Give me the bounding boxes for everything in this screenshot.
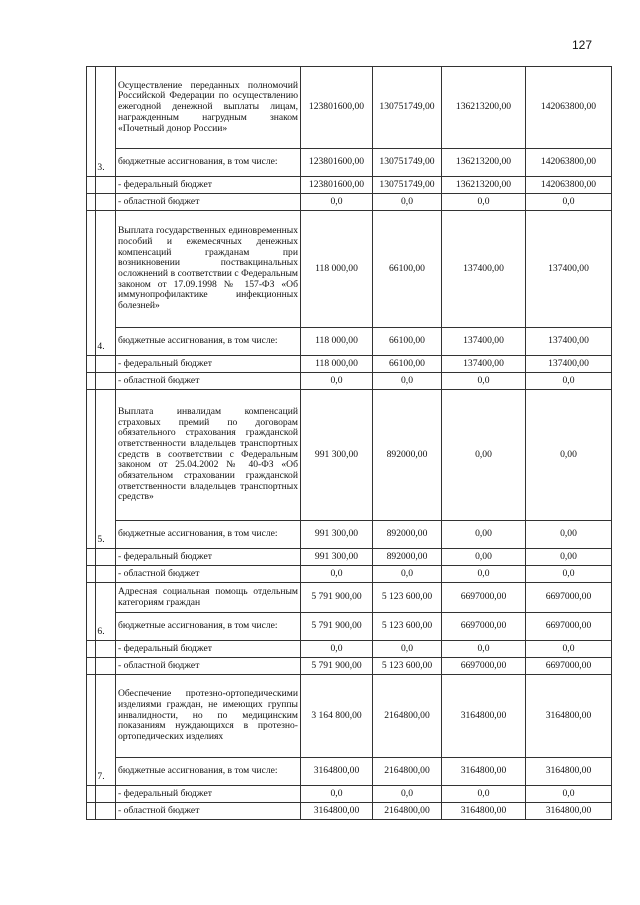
- value-cell: 0,00: [442, 521, 526, 549]
- value-cell: 137400,00: [526, 356, 612, 373]
- value-cell: 130751749,00: [373, 67, 442, 149]
- value-cell: 0,0: [301, 786, 373, 803]
- page-number: 127: [572, 38, 593, 52]
- value-cell: 0,0: [373, 786, 442, 803]
- row-description: - федеральный бюджет: [116, 177, 301, 194]
- table-row: [87, 803, 612, 820]
- item-number-empty: [87, 373, 116, 390]
- value-cell: 130751749,00: [373, 149, 442, 177]
- item-number-empty: [87, 177, 116, 194]
- row-description: бюджетные ассигнования, в том числе:: [116, 149, 301, 177]
- value-cell: 0,0: [301, 641, 373, 658]
- table-row: [87, 613, 612, 641]
- value-cell: 3164800,00: [442, 675, 526, 758]
- table-row: [87, 194, 612, 211]
- row-description: - федеральный бюджет: [116, 356, 301, 373]
- value-cell: 123801600,00: [301, 67, 373, 149]
- value-cell: 130751749,00: [373, 177, 442, 194]
- item-number-empty: [87, 194, 116, 211]
- value-cell: 0,00: [442, 549, 526, 566]
- table-row: [87, 675, 612, 758]
- row-description: бюджетные ассигнования, в том числе:: [116, 613, 301, 641]
- value-cell: 3 164 800,00: [301, 675, 373, 758]
- value-cell: 6697000,00: [526, 613, 612, 641]
- value-cell: 6697000,00: [526, 658, 612, 675]
- item-number-empty: [87, 356, 116, 373]
- table-row: [87, 641, 612, 658]
- value-cell: 66100,00: [373, 356, 442, 373]
- value-cell: 0,0: [373, 641, 442, 658]
- row-description: - областной бюджет: [116, 373, 301, 390]
- value-cell: 3164800,00: [526, 803, 612, 820]
- value-cell: 142063800,00: [526, 67, 612, 149]
- value-cell: 6697000,00: [442, 583, 526, 613]
- value-cell: 0,0: [442, 641, 526, 658]
- value-cell: 0,0: [442, 566, 526, 583]
- value-cell: 2164800,00: [373, 675, 442, 758]
- value-cell: 5 791 900,00: [301, 658, 373, 675]
- row-description: - федеральный бюджет: [116, 549, 301, 566]
- value-cell: 6697000,00: [442, 613, 526, 641]
- table-row: [87, 549, 612, 566]
- value-cell: 136213200,00: [442, 177, 526, 194]
- value-cell: 2164800,00: [373, 758, 442, 786]
- value-cell: 137400,00: [526, 211, 612, 328]
- table-row: [87, 390, 612, 521]
- table-row: [87, 177, 612, 194]
- value-cell: 66100,00: [373, 328, 442, 356]
- row-description: Выплата инвалидам компенсаций страховых премий по договорам обязательного страхования гражданской ответственности владельцев транспортных средств в соответствии с Федеральным законом от 25.04.2002 № 40-ФЗ «Об обязательном страховании гражданской ответственности владельцев транспортных средств»: [116, 390, 301, 521]
- value-cell: 5 123 600,00: [373, 583, 442, 613]
- value-cell: 123801600,00: [301, 177, 373, 194]
- table-row: [87, 583, 612, 613]
- item-number-empty: [87, 566, 116, 583]
- budget-table: [86, 66, 612, 820]
- value-cell: 0,0: [301, 373, 373, 390]
- value-cell: 892000,00: [373, 521, 442, 549]
- value-cell: 5 123 600,00: [373, 658, 442, 675]
- value-cell: 0,0: [301, 566, 373, 583]
- value-cell: 3164800,00: [442, 758, 526, 786]
- row-description: бюджетные ассигнования, в том числе:: [116, 328, 301, 356]
- value-cell: 118 000,00: [301, 211, 373, 328]
- item-number: 5.: [87, 390, 116, 549]
- value-cell: 137400,00: [442, 356, 526, 373]
- value-cell: 0,0: [526, 194, 612, 211]
- table-row: [87, 67, 612, 149]
- row-description: - областной бюджет: [116, 803, 301, 820]
- value-cell: 0,0: [442, 373, 526, 390]
- row-description: Осуществление переданных полномочий Российской Федерации по осуществлению ежегодной денежной выплаты лицам, награжденным нагрудным знаком «Почетный донор России»: [116, 67, 301, 149]
- value-cell: 142063800,00: [526, 177, 612, 194]
- value-cell: 0,0: [373, 373, 442, 390]
- row-description: Выплата государственных единовременных пособий и ежемесячных денежных компенсаций гражданам при возникновении поствакцинальных осложнений в соответствии с Федеральным законом от 17.09.1998 № 157-ФЗ «Об иммунопрофилактике инфекционных болезней»: [116, 211, 301, 328]
- item-number: 6.: [87, 583, 116, 641]
- row-description: - областной бюджет: [116, 658, 301, 675]
- value-cell: 5 791 900,00: [301, 613, 373, 641]
- row-description: Адресная социальная помощь отдельным категориям граждан: [116, 583, 301, 613]
- item-number-empty: [87, 641, 116, 658]
- row-description: бюджетные ассигнования, в том числе:: [116, 758, 301, 786]
- value-cell: 137400,00: [442, 328, 526, 356]
- item-number-empty: [87, 658, 116, 675]
- table-row: [87, 211, 612, 328]
- value-cell: 136213200,00: [442, 149, 526, 177]
- table-row: [87, 328, 612, 356]
- value-cell: 0,0: [442, 786, 526, 803]
- value-cell: 123801600,00: [301, 149, 373, 177]
- item-number: 4.: [87, 211, 116, 356]
- value-cell: 118 000,00: [301, 356, 373, 373]
- value-cell: 0,0: [526, 566, 612, 583]
- value-cell: 0,0: [526, 786, 612, 803]
- value-cell: 0,0: [526, 641, 612, 658]
- value-cell: 991 300,00: [301, 521, 373, 549]
- table-row: [87, 521, 612, 549]
- item-number: 7.: [87, 675, 116, 786]
- value-cell: 118 000,00: [301, 328, 373, 356]
- value-cell: 136213200,00: [442, 67, 526, 149]
- item-number: 3.: [87, 67, 116, 177]
- value-cell: 0,0: [442, 194, 526, 211]
- row-description: - федеральный бюджет: [116, 641, 301, 658]
- table-row: [87, 373, 612, 390]
- value-cell: 0,00: [442, 390, 526, 521]
- row-description: - областной бюджет: [116, 194, 301, 211]
- value-cell: 142063800,00: [526, 149, 612, 177]
- value-cell: 5 791 900,00: [301, 583, 373, 613]
- value-cell: 6697000,00: [526, 583, 612, 613]
- table-row: [87, 356, 612, 373]
- value-cell: 3164800,00: [301, 758, 373, 786]
- value-cell: 892000,00: [373, 390, 442, 521]
- value-cell: 3164800,00: [526, 758, 612, 786]
- value-cell: 5 123 600,00: [373, 613, 442, 641]
- table-row: [87, 658, 612, 675]
- table-row: [87, 786, 612, 803]
- value-cell: 991 300,00: [301, 549, 373, 566]
- table-row: [87, 758, 612, 786]
- value-cell: 66100,00: [373, 211, 442, 328]
- value-cell: 0,00: [526, 521, 612, 549]
- value-cell: 0,0: [373, 194, 442, 211]
- value-cell: 137400,00: [442, 211, 526, 328]
- value-cell: 892000,00: [373, 549, 442, 566]
- item-number-empty: [87, 803, 116, 820]
- row-description: Обеспечение протезно-ортопедическими изделиями граждан, не имеющих группы инвалидности, но по медицинским показаниям нуждающихся в протезно-ортопедических изделиях: [116, 675, 301, 758]
- value-cell: 0,00: [526, 390, 612, 521]
- row-description: - областной бюджет: [116, 566, 301, 583]
- item-number-empty: [87, 549, 116, 566]
- value-cell: 6697000,00: [442, 658, 526, 675]
- value-cell: 2164800,00: [373, 803, 442, 820]
- value-cell: 3164800,00: [301, 803, 373, 820]
- value-cell: 0,00: [526, 549, 612, 566]
- value-cell: 137400,00: [526, 328, 612, 356]
- item-number-empty: [87, 786, 116, 803]
- value-cell: 991 300,00: [301, 390, 373, 521]
- value-cell: 3164800,00: [526, 675, 612, 758]
- row-description: - федеральный бюджет: [116, 786, 301, 803]
- row-description: бюджетные ассигнования, в том числе:: [116, 521, 301, 549]
- value-cell: 0,0: [373, 566, 442, 583]
- value-cell: 3164800,00: [442, 803, 526, 820]
- table-row: [87, 149, 612, 177]
- value-cell: 0,0: [301, 194, 373, 211]
- table-row: [87, 566, 612, 583]
- value-cell: 0,0: [526, 373, 612, 390]
